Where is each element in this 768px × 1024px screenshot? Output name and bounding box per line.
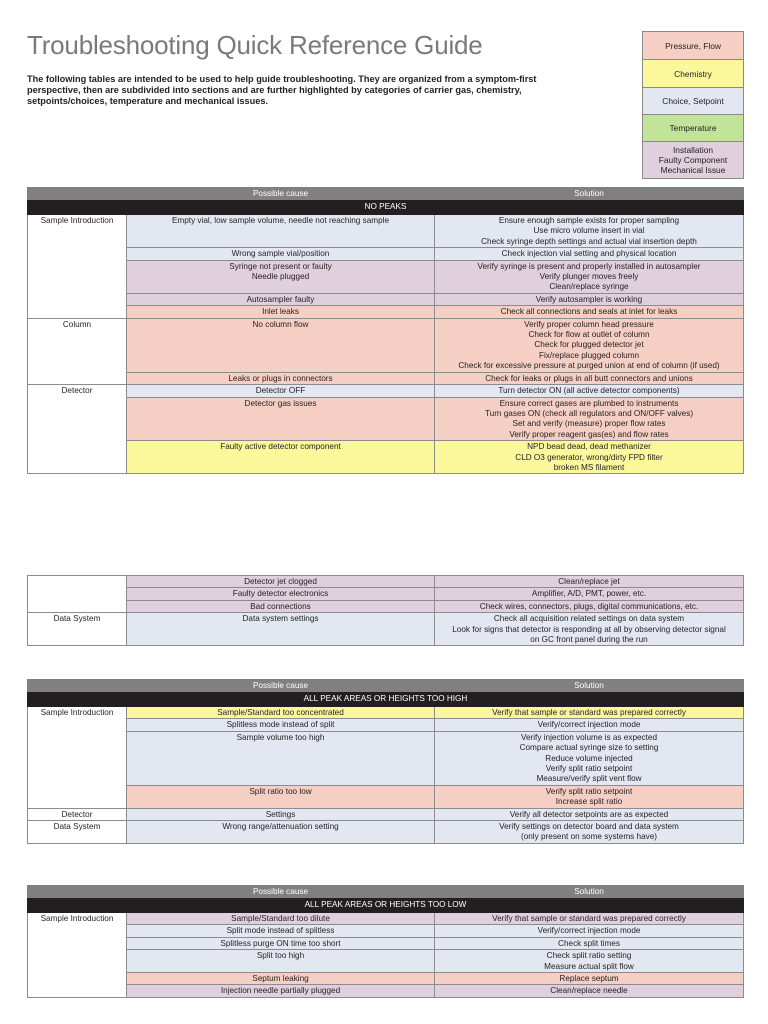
legend-label: Temperature [669,123,717,133]
cause-cell: Septum leaking [127,973,435,985]
legend-item-choice [643,88,743,115]
solution-cell: Verify that sample or standard was prepared correctly [435,707,744,719]
solution-cell: Verify proper column head pressure Check for flow at outlet of column Check for plugged detector jet Fix/replace plugged column Check for excessive pressure at purged union at end of column (if used) [435,318,744,372]
category-cell: Data System [28,821,127,844]
header-solution: Solution [435,886,744,898]
cause-cell: Split ratio too low [127,785,435,808]
table-row [28,293,744,305]
symptom-title: ALL PEAK AREAS OR HEIGHTS TOO HIGH [28,692,744,707]
table-row [28,588,744,600]
solution-cell: Verify settings on detector board and data system (only present on some systems have) [435,821,744,844]
solution-cell: Check all acquisition related settings on data system Look for signs that detector is responding at all by observing detector signal on GC front panel during the run [435,613,744,646]
header-cause: Possible cause [127,680,435,692]
cause-cell: Detector jet clogged [127,576,435,588]
cause-cell: Data system settings [127,613,435,646]
solution-cell: Verify that sample or standard was prepared correctly [435,913,744,925]
table-row [28,306,744,318]
header-cause: Possible cause [127,188,435,200]
symptom-title: ALL PEAK AREAS OR HEIGHTS TOO LOW [28,898,744,913]
table-header-row [28,680,744,692]
cause-cell: Faulty active detector component [127,441,435,474]
cause-cell: Injection needle partially plugged [127,985,435,997]
symptom-title: NO PEAKS [28,200,744,215]
category-cell: Column [28,318,127,384]
solution-cell: Verify all detector setpoints are as expected [435,808,744,820]
cause-cell: Wrong sample vial/position [127,248,435,260]
cause-cell: Wrong range/attenuation setting [127,821,435,844]
table-row [28,785,744,808]
header-category-cell [28,188,127,200]
cause-cell: Inlet leaks [127,306,435,318]
cause-cell: Sample volume too high [127,731,435,785]
cause-cell: Faulty detector electronics [127,588,435,600]
table-row [28,925,744,937]
solution-cell: Turn detector ON (all active detector components) [435,385,744,397]
solution-cell: Verify autosampler is working [435,293,744,305]
solution-cell: Check injection vial setting and physical location [435,248,744,260]
table-row [28,613,744,646]
intro-paragraph: The following tables are intended to be used to help guide troubleshooting. They are organized from a symptom-first perspective, then are subdivided into sections and are further highlighted by categories of carrier gas, chemistry, setpoints/choices, temperature and mechanical issues. [27,74,537,106]
category-cell: Sample Introduction [28,707,127,809]
category-cell: Sample Introduction [28,913,127,998]
table-row [28,385,744,397]
header-solution: Solution [435,680,744,692]
table-row [28,950,744,973]
table-row [28,707,744,719]
cause-cell: Empty vial, low sample volume, needle not reaching sample [127,215,435,248]
table-header-row [28,188,744,200]
solution-cell: Check split times [435,937,744,949]
cause-cell: Detector gas issues [127,397,435,441]
cause-cell: Split mode instead of splitless [127,925,435,937]
page-title: Troubleshooting Quick Reference Guide [27,30,483,60]
cause-cell: Sample/Standard too dilute [127,913,435,925]
solution-cell: Amplifier, A/D, PMT, power, etc. [435,588,744,600]
solution-cell: Verify syringe is present and properly installed in autosampler Verify plunger moves freely Clean/replace syringe [435,260,744,293]
solution-cell: Verify injection volume is as expected Compare actual syringe size to setting Reduce volume injected Verify split ratio setpoint Measure/verify split vent flow [435,731,744,785]
symptom-title-row [28,692,744,707]
header-category-cell [28,886,127,898]
solution-cell: Check split ratio setting Measure actual split flow [435,950,744,973]
cause-cell: Splitless purge ON time too short [127,937,435,949]
solution-cell: Verify split ratio setpoint Increase split ratio [435,785,744,808]
solution-cell: Ensure enough sample exists for proper sampling Use micro volume insert in vial Check syringe depth settings and actual vial insertion depth [435,215,744,248]
category-cell [28,576,127,613]
cause-cell: Detector OFF [127,385,435,397]
table-row [28,731,744,785]
cause-cell: Leaks or plugs in connectors [127,372,435,384]
table-row [28,318,744,372]
cause-cell: Sample/Standard too concentrated [127,707,435,719]
category-cell: Data System [28,613,127,646]
cause-cell: Autosampler faulty [127,293,435,305]
solution-cell: Replace septum [435,973,744,985]
category-cell: Detector [28,808,127,820]
legend-label: Choice, Setpoint [662,96,724,106]
table-row [28,719,744,731]
table-row [28,215,744,248]
table-row [28,913,744,925]
table-row [28,397,744,441]
legend-item-pressure [643,32,743,60]
solution-cell: Verify/correct injection mode [435,925,744,937]
solution-cell: Check wires, connectors, plugs, digital communications, etc. [435,600,744,612]
solution-cell: Ensure correct gases are plumbed to instruments Turn gases ON (check all regulators and ON/OFF valves) Set and verify (measure) proper flow rates Verify proper reagent gas(es) and flow rates [435,397,744,441]
table-row [28,260,744,293]
legend-label: Pressure, Flow [665,40,721,51]
header-category-cell [28,680,127,692]
table-row [28,973,744,985]
cause-cell: Syringe not present or faulty Needle plugged [127,260,435,293]
solution-cell: Verify/correct injection mode [435,719,744,731]
legend-label: Installation Faulty Component Mechanical Issue [658,145,728,175]
no-peaks-table [27,187,744,474]
table-row [28,576,744,588]
cause-cell: Bad connections [127,600,435,612]
cause-cell: No column flow [127,318,435,372]
legend-label: Chemistry [674,68,712,79]
no-peaks-continued-table [27,575,744,646]
solution-cell: Check all connections and seals at inlet for leaks [435,306,744,318]
solution-cell: Check for leaks or plugs in all butt connectors and unions [435,372,744,384]
solution-cell: NPD bead dead, dead methanizer CLD O3 generator, wrong/dirty FPD filter broken MS filament [435,441,744,474]
symptom-title-row [28,200,744,215]
category-legend [642,31,744,179]
table-row [28,985,744,997]
legend-item-temperature [643,115,743,142]
cause-cell: Settings [127,808,435,820]
solution-cell: Clean/replace jet [435,576,744,588]
table-row [28,937,744,949]
solution-cell: Clean/replace needle [435,985,744,997]
areas-too-high-table [27,679,744,844]
table-row [28,372,744,384]
header-solution: Solution [435,188,744,200]
table-row [28,441,744,474]
category-cell: Sample Introduction [28,215,127,319]
table-header-row [28,886,744,898]
table-row [28,808,744,820]
areas-too-low-table [27,885,744,998]
table-row [28,821,744,844]
cause-cell: Split too high [127,950,435,973]
cause-cell: Splitless mode instead of split [127,719,435,731]
table-row [28,248,744,260]
table-row [28,600,744,612]
legend-item-mechanical [643,142,743,178]
category-cell: Detector [28,385,127,474]
legend-item-chemistry [643,60,743,88]
symptom-title-row [28,898,744,913]
header-cause: Possible cause [127,886,435,898]
